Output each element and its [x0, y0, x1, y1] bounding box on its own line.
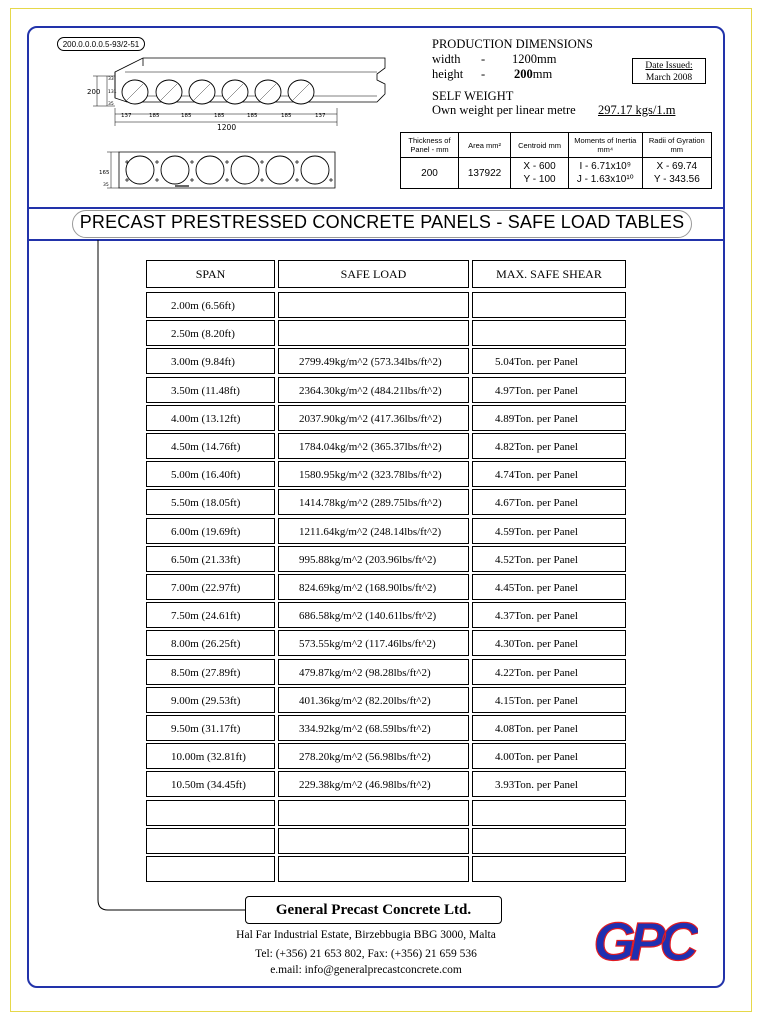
safe-load-cell — [278, 800, 469, 826]
prop-header: Radii of Gyration mm — [642, 133, 711, 158]
self-weight-heading: SELF WEIGHT — [432, 89, 514, 103]
max-shear-cell: 4.22Ton. per Panel — [472, 659, 626, 685]
dim-thickness-2: 165 — [99, 170, 110, 176]
span-cell — [146, 856, 275, 882]
max-shear-cell — [472, 292, 626, 318]
span-cell: 10.50m (34.45ft) — [146, 771, 275, 797]
max-shear-cell: 3.93Ton. per Panel — [472, 771, 626, 797]
safe-load-cell: 1784.04kg/m^2 (365.37lbs/ft^2) — [278, 433, 469, 459]
properties-header-row — [401, 133, 712, 158]
max-shear-cell: 4.15Ton. per Panel — [472, 687, 626, 713]
dim-h-top: 33 — [108, 77, 114, 82]
company-phone: Tel: (+356) 21 653 802, Fax: (+356) 21 659 536 — [255, 948, 477, 960]
span-cell: 2.50m (8.20ft) — [146, 320, 275, 346]
span-cell: 2.00m (6.56ft) — [146, 292, 275, 318]
gpc-logo-text: GPC — [593, 912, 693, 972]
height-value-group — [514, 67, 552, 82]
max-shear-cell — [472, 320, 626, 346]
span-cell: 5.50m (18.05ft) — [146, 489, 275, 515]
dim-width: 1200 — [217, 123, 237, 132]
max-shear-cell: 4.59Ton. per Panel — [472, 518, 626, 544]
safe-load-cell: 229.38kg/m^2 (46.98lbs/ft^2) — [278, 771, 469, 797]
drawing-code-badge: 200.0.0.0.0.5-93/2-51 — [57, 37, 145, 51]
max-shear-cell: 4.67Ton. per Panel — [472, 489, 626, 515]
safe-load-cell: 2799.49kg/m^2 (573.34lbs/ft^2) — [278, 348, 469, 374]
span-cell: 7.50m (24.61ft) — [146, 602, 275, 628]
date-issued-label: Date Issued: — [645, 61, 693, 71]
safe-load-cell: 1580.95kg/m^2 (323.78lbs/ft^2) — [278, 461, 469, 487]
table-header-cell: MAX. SAFE SHEAR — [472, 260, 626, 288]
safe-load-cell: 995.88kg/m^2 (203.96lbs/ft^2) — [278, 546, 469, 572]
date-issued-value: March 2008 — [645, 73, 693, 83]
safe-load-cell: 573.55kg/m^2 (117.46lbs/ft^2) — [278, 630, 469, 656]
span-cell: 6.50m (21.33ft) — [146, 546, 275, 572]
span-cell: 3.00m (9.84ft) — [146, 348, 275, 374]
safe-load-cell: 1414.78kg/m^2 (289.75lbs/ft^2) — [278, 489, 469, 515]
span-cell: 9.50m (31.17ft) — [146, 715, 275, 741]
prop-header: Moments of Inertia mm⁴ — [568, 133, 642, 158]
panel-cross-section-drawing — [85, 50, 395, 200]
dim-w4: 185 — [214, 113, 225, 119]
dim-thickness-2b: 35 — [103, 183, 109, 188]
safe-load-cell: 401.36kg/m^2 (82.20lbs/ft^2) — [278, 687, 469, 713]
prop-value: 137922 — [458, 158, 510, 189]
prop-header: Thickness of Panel - mm — [401, 133, 459, 158]
prop-header: Centroid mm — [511, 133, 569, 158]
span-cell: 3.50m (11.48ft) — [146, 377, 275, 403]
max-shear-cell: 4.08Ton. per Panel — [472, 715, 626, 741]
span-cell: 9.00m (29.53ft) — [146, 687, 275, 713]
safe-load-cell: 278.20kg/m^2 (56.98lbs/ft^2) — [278, 743, 469, 769]
max-shear-cell: 4.30Ton. per Panel — [472, 630, 626, 656]
max-shear-cell — [472, 800, 626, 826]
dim-w3: 185 — [181, 113, 192, 119]
company-address: Hal Far Industrial Estate, Birzebbugia BBG 3000, Malta — [236, 929, 496, 941]
max-shear-cell — [472, 828, 626, 854]
max-shear-cell: 4.00Ton. per Panel — [472, 743, 626, 769]
max-shear-cell: 5.04Ton. per Panel — [472, 348, 626, 374]
dim-w2: 185 — [149, 113, 160, 119]
prop-value: X - 69.74 Y - 343.56 — [642, 158, 711, 189]
span-cell: 5.00m (16.40ft) — [146, 461, 275, 487]
section-properties-table — [400, 132, 712, 189]
height-dash: - — [481, 67, 486, 81]
dim-w7: 137 — [315, 113, 326, 119]
height-unit: mm — [532, 67, 553, 81]
width-value: 1200mm — [512, 52, 557, 66]
height-label: height — [432, 67, 464, 81]
max-shear-cell: 4.52Ton. per Panel — [472, 546, 626, 572]
max-shear-cell: 4.37Ton. per Panel — [472, 602, 626, 628]
dim-height: 200 — [87, 88, 101, 96]
safe-load-cell: 479.87kg/m^2 (98.28lbs/ft^2) — [278, 659, 469, 685]
dim-h-bot: 35 — [108, 102, 114, 107]
span-cell: 10.00m (32.81ft) — [146, 743, 275, 769]
width-dash: - — [481, 52, 486, 66]
width-label: width — [432, 52, 461, 66]
safe-load-cell: 686.58kg/m^2 (140.61lbs/ft^2) — [278, 602, 469, 628]
dim-w1: 137 — [121, 113, 132, 119]
max-shear-cell: 4.74Ton. per Panel — [472, 461, 626, 487]
span-cell: 7.00m (22.97ft) — [146, 574, 275, 600]
company-email: e.mail: info@generalprecastconcrete.com — [270, 964, 462, 976]
span-cell — [146, 800, 275, 826]
span-cell: 8.50m (27.89ft) — [146, 659, 275, 685]
self-weight-value: 297.17 kgs/1.m — [598, 103, 676, 117]
table-header-cell: SAFE LOAD — [278, 260, 469, 288]
safe-load-cell: 824.69kg/m^2 (168.90lbs/ft^2) — [278, 574, 469, 600]
dim-w6: 185 — [281, 113, 292, 119]
span-cell: 4.50m (14.76ft) — [146, 433, 275, 459]
gpc-logo — [588, 908, 698, 978]
dim-w5: 185 — [247, 113, 258, 119]
max-shear-cell — [472, 856, 626, 882]
max-shear-cell: 4.45Ton. per Panel — [472, 574, 626, 600]
company-name: General Precast Concrete Ltd. — [245, 896, 502, 924]
dim-h-mid: 131 — [108, 90, 117, 95]
prop-value: I - 6.71x10⁹ J - 1.63x10¹⁰ — [568, 158, 642, 189]
safe-load-cell: 1211.64kg/m^2 (248.14lbs/ft^2) — [278, 518, 469, 544]
span-cell — [146, 828, 275, 854]
safe-load-cell — [278, 828, 469, 854]
production-heading: PRODUCTION DIMENSIONS — [432, 37, 593, 51]
max-shear-cell: 4.97Ton. per Panel — [472, 377, 626, 403]
self-weight-label: Own weight per linear metre — [432, 103, 576, 117]
safe-load-cell — [278, 292, 469, 318]
page-title: PRECAST PRESTRESSED CONCRETE PANELS - SAFE LOAD TABLES — [79, 212, 685, 232]
max-shear-cell: 4.89Ton. per Panel — [472, 405, 626, 431]
date-issued-box — [632, 58, 706, 84]
safe-load-cell: 2364.30kg/m^2 (484.21lbs/ft^2) — [278, 377, 469, 403]
span-cell: 6.00m (19.69ft) — [146, 518, 275, 544]
max-shear-cell: 4.82Ton. per Panel — [472, 433, 626, 459]
safe-load-cell — [278, 856, 469, 882]
span-cell: 4.00m (13.12ft) — [146, 405, 275, 431]
table-header-cell: SPAN — [146, 260, 275, 288]
span-cell: 8.00m (26.25ft) — [146, 630, 275, 656]
safe-load-cell: 2037.90kg/m^2 (417.36lbs/ft^2) — [278, 405, 469, 431]
prop-header: Area mm² — [458, 133, 510, 158]
properties-value-row — [401, 158, 712, 189]
prop-value: X - 600 Y - 100 — [511, 158, 569, 189]
height-value: 200 — [514, 67, 533, 81]
safe-load-cell — [278, 320, 469, 346]
prop-value: 200 — [401, 158, 459, 189]
safe-load-cell: 334.92kg/m^2 (68.59lbs/ft^2) — [278, 715, 469, 741]
